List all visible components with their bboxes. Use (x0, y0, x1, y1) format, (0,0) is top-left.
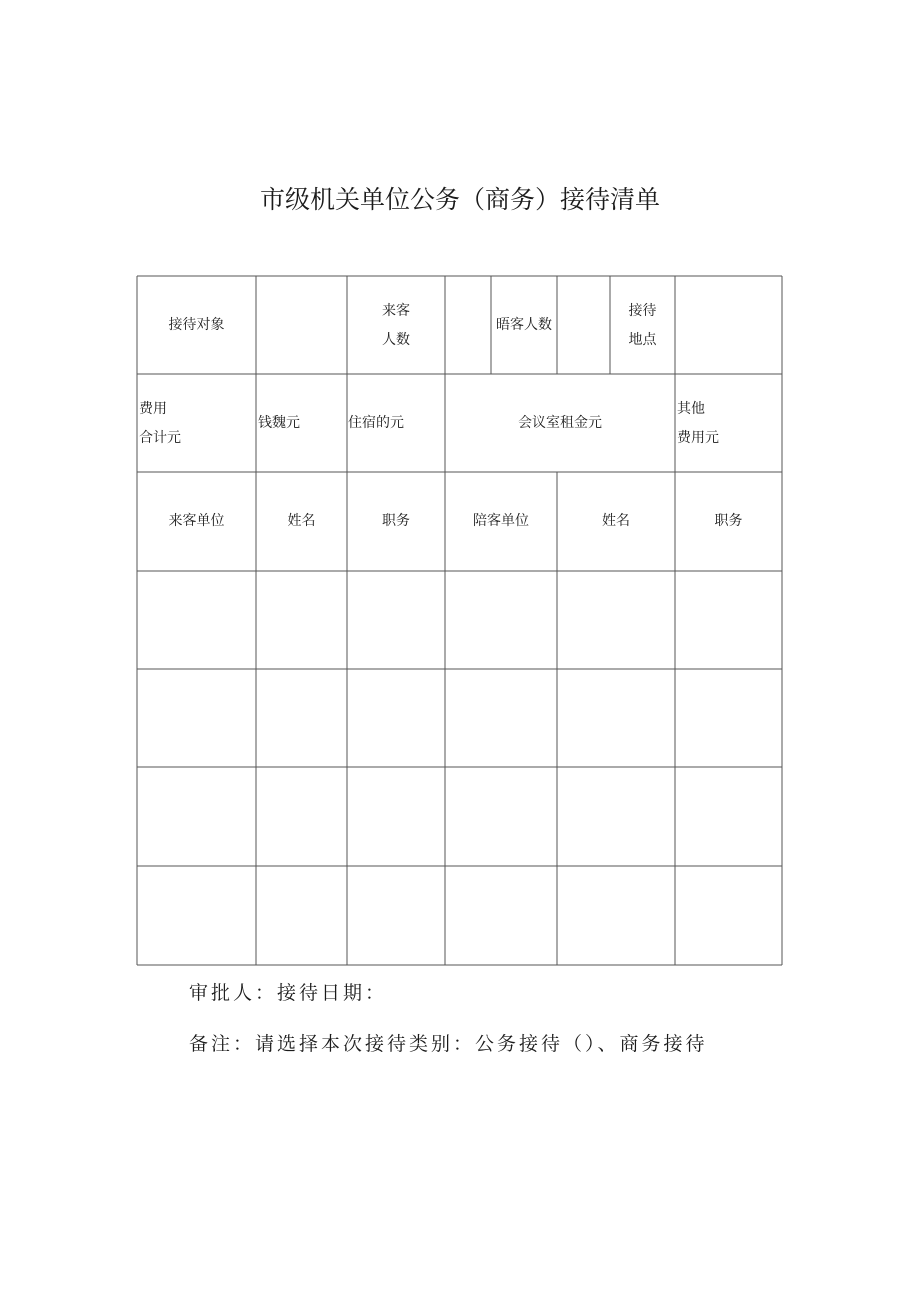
location-label-line1: 接待 (628, 303, 657, 319)
table-row (137, 866, 782, 965)
lodging-cost-label: 住宿的元 (348, 415, 404, 431)
page-title: 市级机关单位公务（商务）接待清单 (259, 185, 660, 214)
guest-name-header: 姓名 (287, 513, 316, 529)
guest-unit-header: 来客单位 (168, 513, 225, 529)
remark-line: 备注：请选择本次接待类别：公务接待（）、商务接待 (189, 1033, 708, 1055)
reception-target-label: 接待对象 (168, 317, 225, 333)
guest-count-label-line2: 人数 (382, 332, 410, 348)
escort-unit-header: 陪客单位 (473, 513, 529, 529)
meeting-room-cost-label: 会议室租金元 (518, 415, 602, 431)
guest-count-label-line1: 来客 (382, 303, 410, 319)
escort-name-header: 姓名 (602, 513, 630, 529)
guest-position-header: 职务 (382, 513, 410, 529)
other-cost-label-line1: 其他 (677, 401, 705, 417)
escort-count-label: 晤客人数 (496, 317, 552, 333)
total-cost-label-line1: 费用 (139, 401, 167, 417)
total-cost-label-line2: 合计元 (139, 430, 181, 446)
table-row (137, 669, 782, 767)
table-row (137, 767, 782, 866)
table-row (137, 571, 782, 669)
meal-cost-label: 钱魏元 (258, 415, 300, 431)
other-cost-label-line2: 费用元 (677, 430, 719, 446)
escort-position-header: 职务 (714, 513, 743, 529)
approval-line: 审批人：接待日期： (189, 982, 388, 1004)
location-label-line2: 地点 (628, 332, 657, 348)
